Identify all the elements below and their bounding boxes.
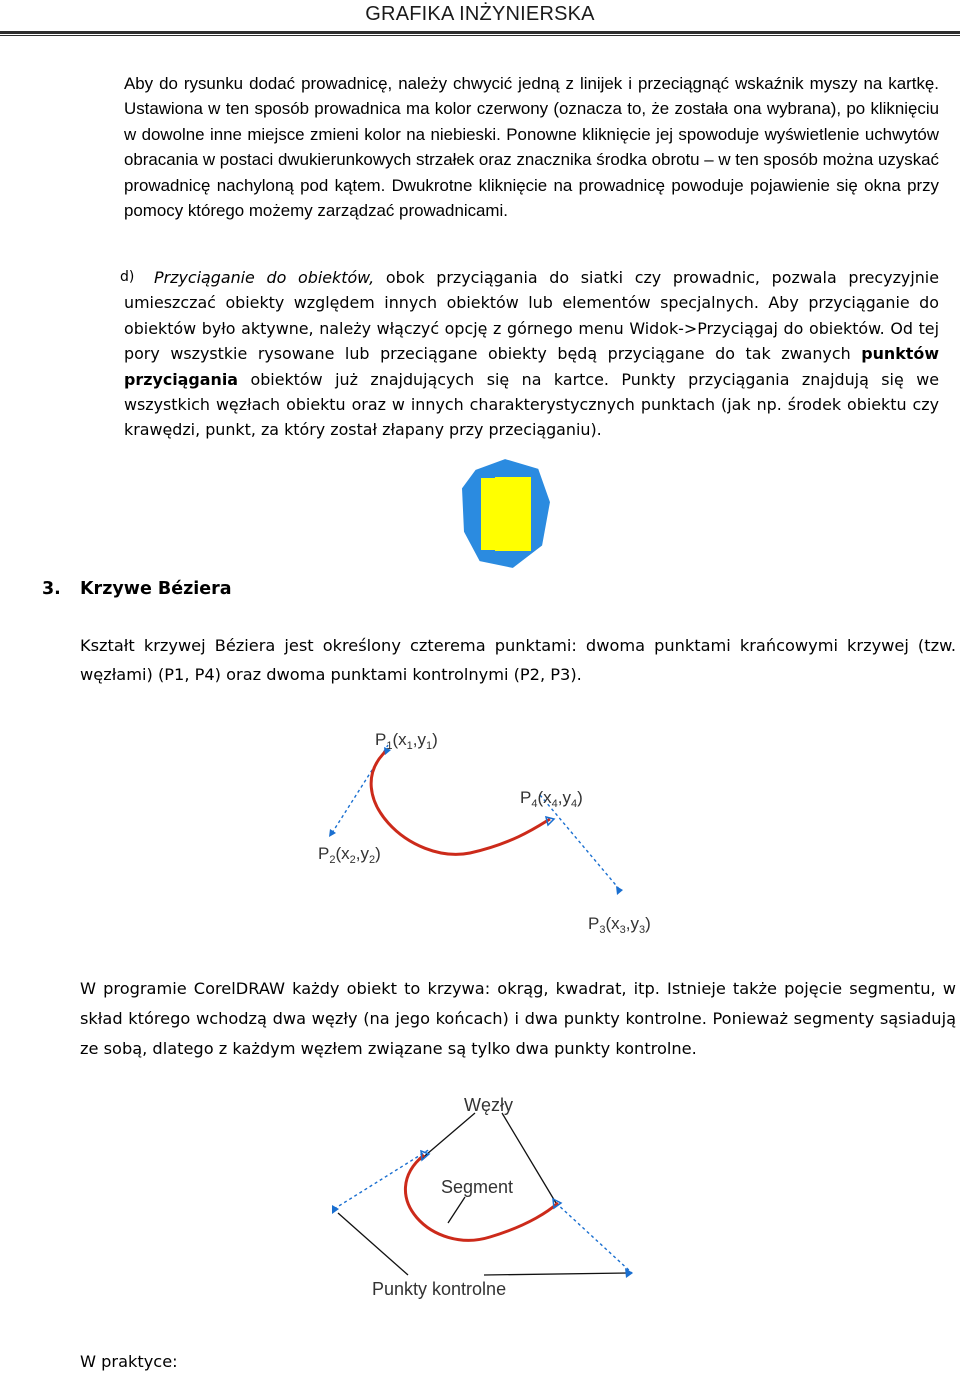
page-header-title: GRAFIKA INŻYNIERSKA (365, 3, 595, 25)
label-p1: $P_1(x_1,y_1)$ (375, 730, 438, 752)
controls-pointer-line-right (484, 1273, 628, 1275)
label-segment: Segment (441, 1177, 514, 1197)
bezier-figure (300, 715, 680, 945)
label-p2: $P_2(x_2,y_2)$ (318, 844, 381, 866)
list-marker: d) (120, 269, 135, 285)
paragraph-guidelines: Aby do rysunku dodać prowadnicę, należy chwycić jedną z linijek i przeciągnąć wskaźnik myszy na kartkę. Ustawiona w ten sposób prowadnica ma kolor czerwony (oznacza to, że została ona wybrana), po kliknięciu w dowolne inne miejsce zmieni kolor na niebieski. Ponowne kliknięcie jej spowoduje wyświetlenie uchwytów obracania w postaci dwukierunkowych strzałek oraz znacznika środka obrotu – w ten sposób można uzyskać prowadnicę nachyloną pod kątem. Dwukrotne kliknięcie na prowadnicę powoduje pojawienie się okna przy pomocy którego możemy zarządzać prowadnicami. (124, 74, 939, 221)
segment-figure (320, 1085, 660, 1315)
paragraph-bezier-definition: Kształt krzywej Béziera jest określony czterema punktami: dwoma punktami krańcowymi krzywej (tzw. węzłami) (P1, P4) oraz dwoma punktami kontrolnymi (P2, P3). (80, 636, 956, 684)
snap-text-b: obiektów już znajdujących się na kartce. Punkty przyciągania znajdują się we wszystkich węzłach obiektu oraz w innych charakterystycznych punktach (jak np. środek obiektu czy krawędzi, punkt, za który został złapany przy przeciąganiu). (124, 369, 939, 440)
controls-pointer-line-left (338, 1213, 408, 1275)
term-snap-points: punktów przyciągania (124, 344, 939, 389)
paragraph-coreldraw-curves: W programie CorelDRAW każdy obiekt to krzywa: okrąg, kwadrat, itp. Istnieje także pojęcie segmentu, w skład którego wchodzą dwa węzły (na jego końcach) i dwa punkty kontrolne. Ponieważ segmenty sąsiadują ze sobą, dlatego z każdym węzłem związane są tylko dwa punkty kontrolne. (80, 979, 956, 1058)
tangent-line-left (334, 1149, 430, 1209)
header-rule (0, 31, 960, 34)
label-p4: $P_4(x_4,y_4)$ (520, 788, 583, 810)
paragraph-in-practice: W praktyce: (80, 1352, 178, 1371)
snap-figure (455, 455, 555, 575)
paragraph-snap-to-objects (120, 265, 939, 443)
snap-text-a: obok przyciągania do siatki czy prowadnic, pozwala precyzyjnie umieszczać obiekty względem innych obiektów lub elementów specjalnych. Aby przyciąganie do obiektów było aktywne, należy włączyć opcję z górnego menu Widok->Przyciągaj do obiektów. Od tej pory wszystkie rysowane lub przeciągane obiekty będą przyciągane do tak zwanych (124, 268, 939, 364)
section-heading (42, 579, 232, 599)
p3-control-marker (616, 886, 623, 895)
yellow-square-inner (495, 477, 531, 551)
section-title: Krzywe Béziera (80, 579, 232, 599)
p2-control-marker (329, 829, 336, 837)
left-control-marker (332, 1205, 339, 1214)
label-control-points: Punkty kontrolne (372, 1279, 507, 1299)
label-p3: $P_3(x_3,y_3)$ (588, 914, 651, 936)
p4-node-marker (546, 817, 554, 825)
term-snap-to-objects: Przyciąganie do obiektów, (154, 268, 375, 287)
header-rule-thin (0, 35, 960, 36)
segment-pointer-line (448, 1197, 465, 1223)
label-nodes: Węzły (464, 1095, 513, 1115)
tangent-line-right (556, 1203, 632, 1273)
section-number: 3. (42, 579, 61, 599)
